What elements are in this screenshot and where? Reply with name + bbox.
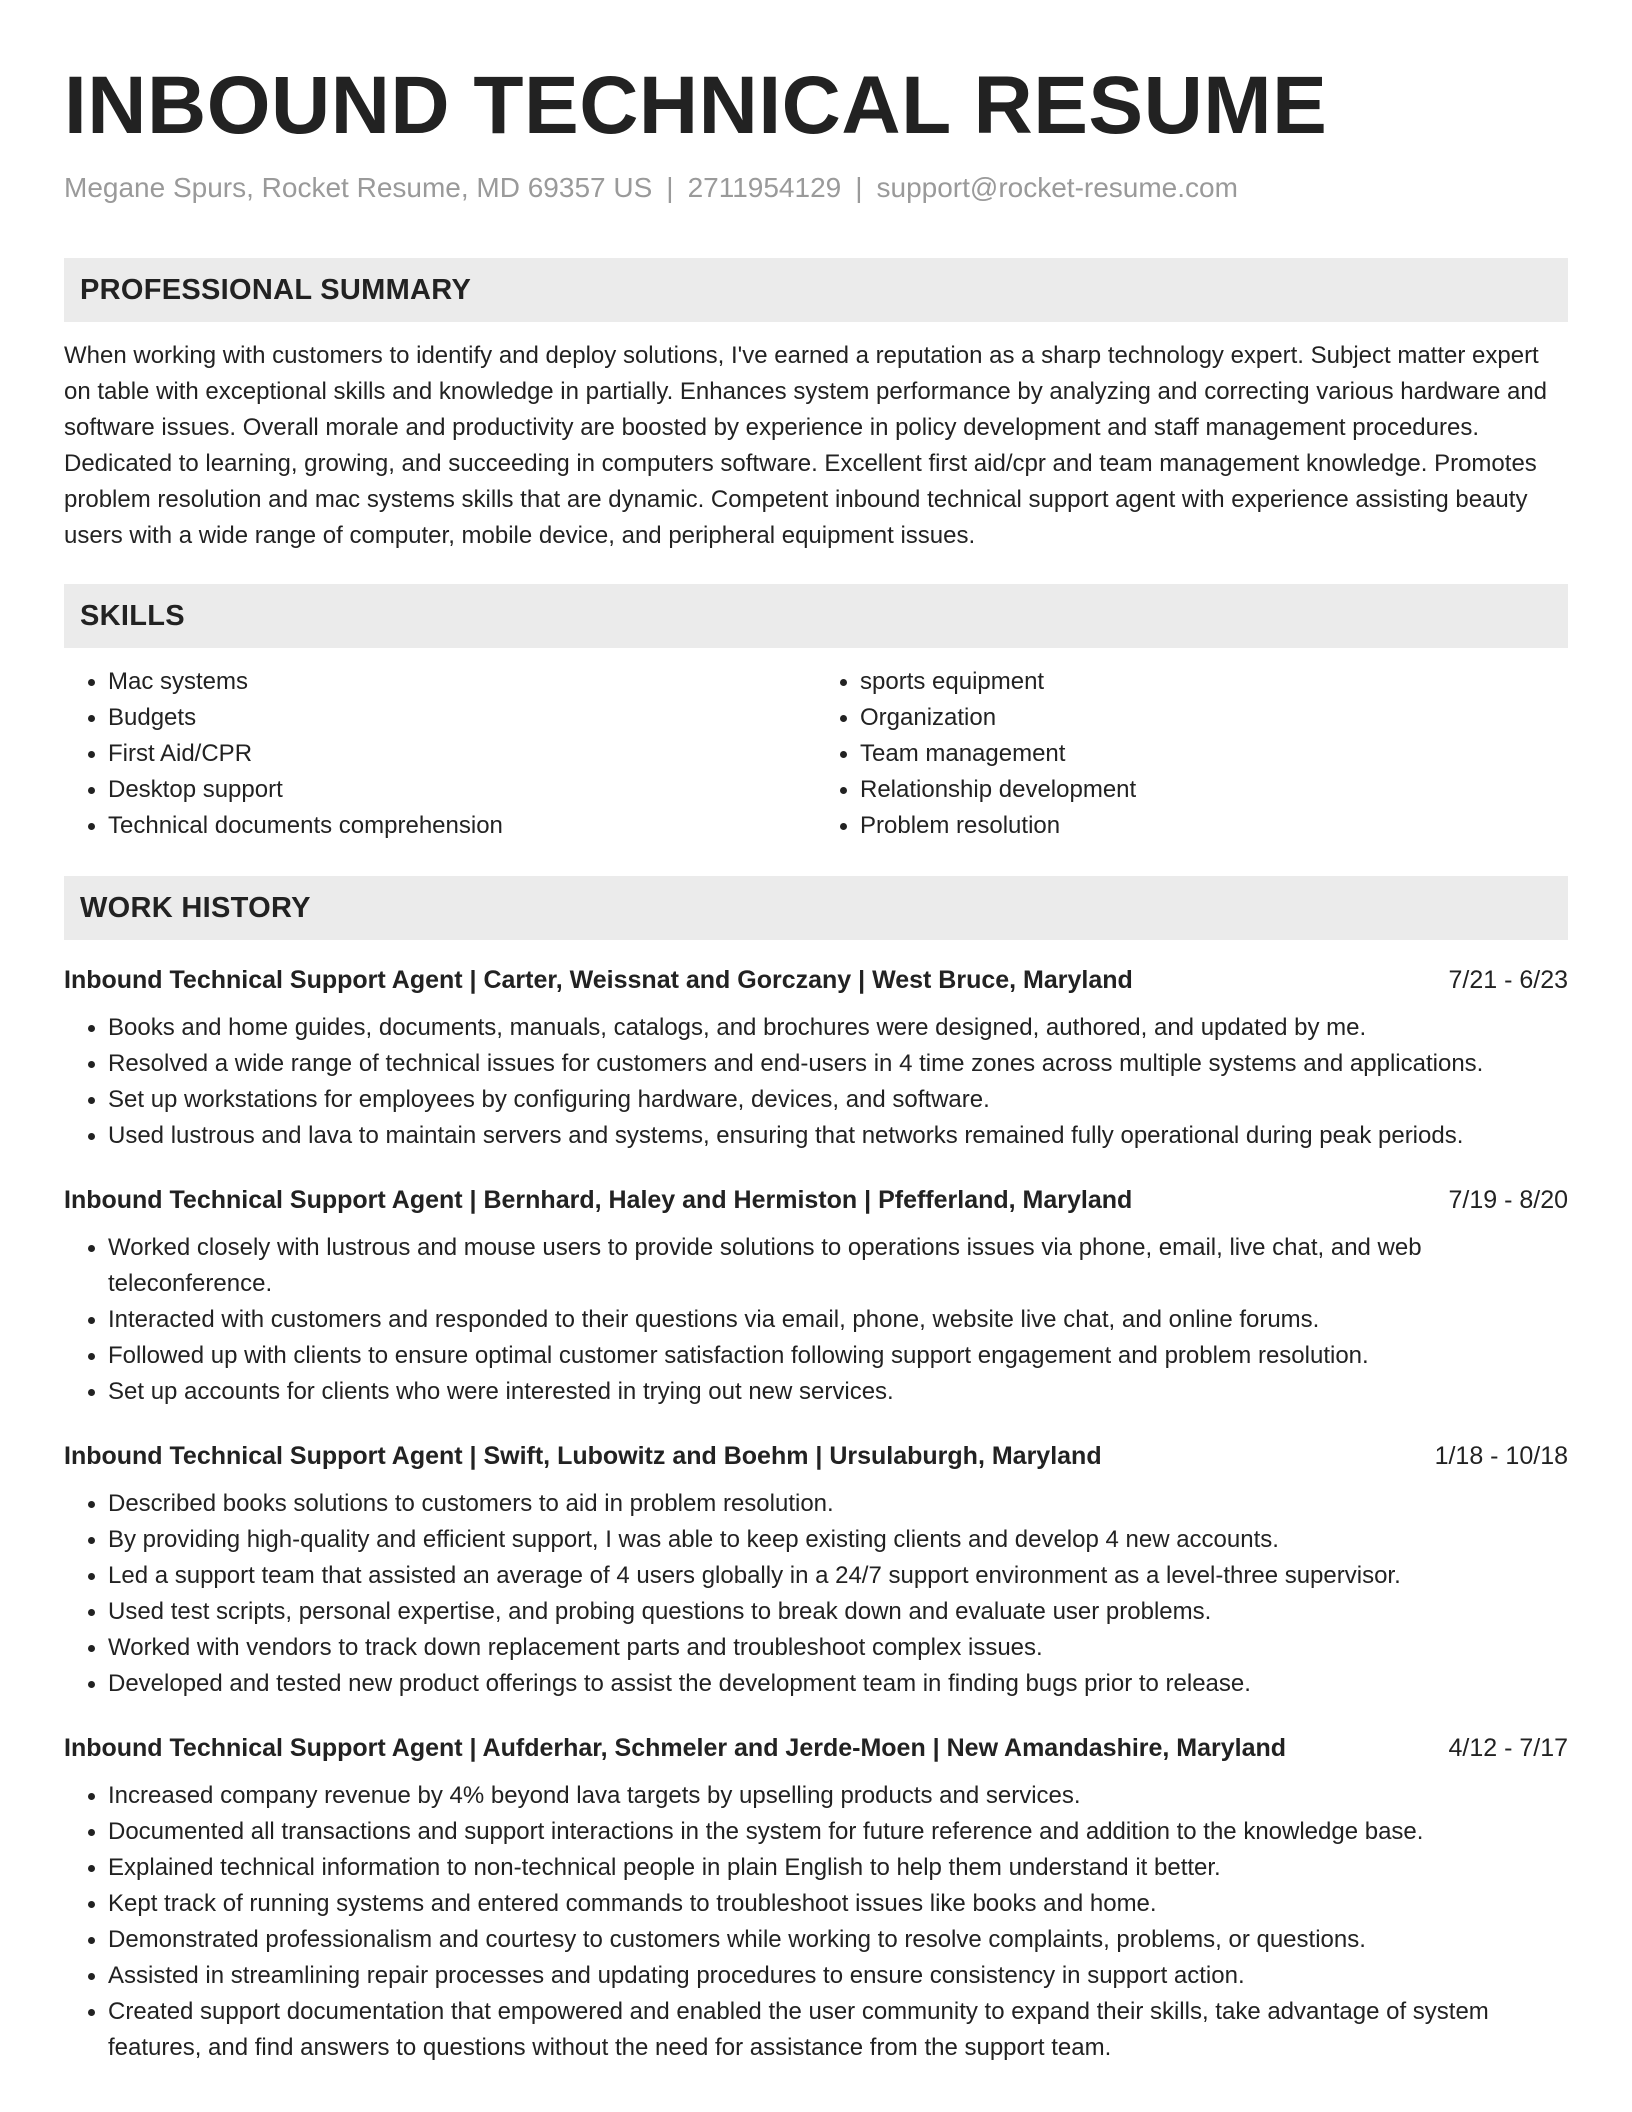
contact-separator: | — [855, 172, 863, 203]
job-dates: 7/19 - 8/20 — [1448, 1186, 1568, 1214]
duty-item: • By providing high-quality and efficient support, I was able to keep existing clients and develop 4 new accounts. — [108, 1522, 1568, 1558]
skills-heading: SKILLS — [64, 584, 1568, 648]
skill-item: • Problem resolution — [860, 808, 1568, 844]
skill-item: • Desktop support — [108, 772, 816, 808]
job-title: Inbound Technical Support Agent | Carter, Weissnat and Gorczany | West Bruce, Maryland — [64, 966, 1133, 994]
job-title: Inbound Technical Support Agent | Swift, Lubowitz and Boehm | Ursulaburgh, Maryland — [64, 1442, 1102, 1470]
duty-item: • Books and home guides, documents, manuals, catalogs, and brochures were designed, authored, and updated by me. — [108, 1010, 1568, 1046]
job-header — [64, 962, 1568, 998]
job-duties — [64, 1778, 1568, 2066]
job-dates: 4/12 - 7/17 — [1448, 1734, 1568, 1762]
duty-item: • Set up workstations for employees by configuring hardware, devices, and software. — [108, 1082, 1568, 1118]
contact-phone: 2711954129 — [687, 172, 842, 203]
job-entry — [64, 962, 1568, 1154]
job-dates: 7/21 - 6/23 — [1448, 966, 1568, 994]
contact-separator: | — [666, 172, 674, 203]
skill-item: • Mac systems — [108, 664, 816, 700]
duty-item: • Followed up with clients to ensure optimal customer satisfaction following support engagement and problem resolution. — [108, 1338, 1568, 1374]
skill-item: • Organization — [860, 700, 1568, 736]
duty-item: • Kept track of running systems and entered commands to troubleshoot issues like books and home. — [108, 1886, 1568, 1922]
job-dates: 1/18 - 10/18 — [1434, 1442, 1568, 1470]
duty-item: • Assisted in streamlining repair processes and updating procedures to ensure consistency in support action. — [108, 1958, 1568, 1994]
duty-item: • Developed and tested new product offerings to assist the development team in finding bugs prior to release. — [108, 1666, 1568, 1702]
duty-item: • Led a support team that assisted an average of 4 users globally in a 24/7 support environment as a level-three supervisor. — [108, 1558, 1568, 1594]
summary-text: When working with customers to identify and deploy solutions, I've earned a reputation as a sharp technology expert. Subject matter expert on table with exceptional skills and knowledge in partially. Enhances system performance by analyzing and correcting various hardware and software issues. Overall morale and productivity are boosted by experience in policy development and staff management procedures. Dedicated to learning, growing, and succeeding in computers software. Excellent first aid/cpr and team management knowledge. Promotes problem resolution and mac systems skills that are dynamic. Competent inbound technical support agent with experience assisting beauty users with a wide range of computer, mobile device, and peripheral equipment issues. — [64, 342, 1548, 549]
skill-item: • Budgets — [108, 700, 816, 736]
duty-item: • Used test scripts, personal expertise, and probing questions to break down and evaluate user problems. — [108, 1594, 1568, 1630]
skills-list — [64, 664, 1568, 844]
contact-email[interactable]: support@rocket-resume.com — [876, 172, 1238, 203]
summary-heading: PROFESSIONAL SUMMARY — [64, 258, 1568, 322]
skills-column-left — [64, 664, 816, 844]
duty-item: • Resolved a wide range of technical issues for customers and end-users in 4 time zones across multiple systems and applications. — [108, 1046, 1568, 1082]
skill-item: • Technical documents comprehension — [108, 808, 816, 844]
duty-item: • Documented all transactions and support interactions in the system for future reference and addition to the knowledge base. — [108, 1814, 1568, 1850]
work-history-heading: WORK HISTORY — [64, 876, 1568, 940]
duty-item: • Explained technical information to non-technical people in plain English to help them understand it better. — [108, 1850, 1568, 1886]
job-title: Inbound Technical Support Agent | Aufderhar, Schmeler and Jerde-Moen | New Amandashire, Maryland — [64, 1734, 1287, 1762]
duty-item: • Demonstrated professionalism and courtesy to customers while working to resolve complaints, problems, or questions. — [108, 1922, 1568, 1958]
job-duties — [64, 1230, 1568, 1410]
contact-line — [64, 170, 1568, 206]
duty-item: • Interacted with customers and responded to their questions via email, phone, website live chat, and online forums. — [108, 1302, 1568, 1338]
skill-item: • First Aid/CPR — [108, 736, 816, 772]
duty-item: • Described books solutions to customers to aid in problem resolution. — [108, 1486, 1568, 1522]
job-entry — [64, 1438, 1568, 1702]
skill-item: • Relationship development — [860, 772, 1568, 808]
job-entry — [64, 1730, 1568, 2066]
job-duties — [64, 1486, 1568, 1702]
duty-item: • Used lustrous and lava to maintain servers and systems, ensuring that networks remained fully operational during peak periods. — [108, 1118, 1568, 1154]
job-title: Inbound Technical Support Agent | Bernhard, Haley and Hermiston | Pfefferland, Maryland — [64, 1186, 1133, 1214]
job-entry — [64, 1182, 1568, 1410]
duty-item: • Worked with vendors to track down replacement parts and troubleshoot complex issues. — [108, 1630, 1568, 1666]
duty-item: • Increased company revenue by 4% beyond lava targets by upselling products and services. — [108, 1778, 1568, 1814]
skill-item: • sports equipment — [860, 664, 1568, 700]
duty-item: • Worked closely with lustrous and mouse users to provide solutions to operations issues via phone, email, live chat, and web teleconference. — [108, 1230, 1568, 1302]
resume-title: INBOUND TECHNICAL RESUME — [64, 60, 1328, 151]
duty-item: • Created support documentation that empowered and enabled the user community to expand their skills, take advantage of system features, and find answers to questions without the need for assistance from the support team. — [108, 1994, 1568, 2066]
job-header — [64, 1438, 1568, 1474]
duty-item: • Set up accounts for clients who were interested in trying out new services. — [108, 1374, 1568, 1410]
job-duties — [64, 1010, 1568, 1154]
job-header — [64, 1730, 1568, 1766]
job-header — [64, 1182, 1568, 1218]
contact-address: Megane Spurs, Rocket Resume, MD 69357 US — [64, 172, 653, 203]
skill-item: • Team management — [860, 736, 1568, 772]
skills-column-right — [816, 664, 1568, 844]
